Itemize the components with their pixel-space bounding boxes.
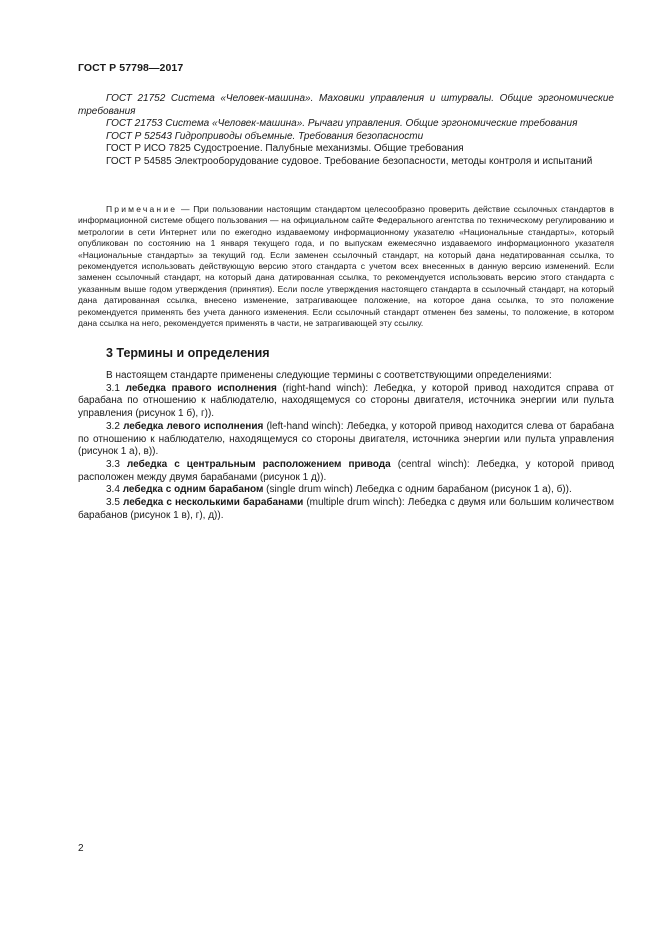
reference-name: ГОСТ 21753 xyxy=(106,118,163,130)
reference-title: Электрооборудование судовое. Требование безопасности, методы контроля и испытаний xyxy=(174,155,593,167)
reference-title: Система «Человек-машина». Маховики управления и штурвалы. Общие эргономические требования xyxy=(78,93,614,117)
term-definition: 3.2 лебедка левого исполнения (left-hand winch): Лебедка, у которой привод находится слева от барабана по отношению к наблюдателю, находящемуся со стороны двигателя, источника энергии или пульта управления (рисунок 1 а), в)). xyxy=(78,420,615,458)
note-block xyxy=(78,204,614,329)
term-name: лебедка с центральным расположением привода xyxy=(126,458,391,470)
term-name: лебедка с одним барабаном xyxy=(122,484,264,496)
section-intro: В настоящем стандарте применены следующие термины с соответствующими определениями: xyxy=(106,370,552,381)
term-name: лебедка левого исполнения xyxy=(123,420,264,432)
note-label: Примечание xyxy=(106,204,178,214)
document-header: ГОСТ Р 57798—2017 xyxy=(78,62,184,74)
reference-name: ГОСТ Р 54585 xyxy=(106,155,172,167)
note-text: — При пользовании настоящим стандартом целесообразно проверить действие ссылочных стандартов в информационной системе общего пользования — на официальном сайте Федерального агентства по техническому регулированию и метрологии в сети Интернет или по ежегодно издаваемому информационному указателю «Национальные стандарты», который опубликован по состоянию на 1 января текущего года, и по выпускам ежемесячно издаваемого информационного указателя «Национальные стандарты» за текущий год. Если заменен ссылочный стандарт, на который дана недатированная ссылка, то рекомендуется использовать действующую версию этого стандарта с учетом всех внесенных в данную версию изменений. Если заменен ссылочный стандарт, на который дана датированная ссылка, то рекомендуется использовать версию этого стандарта с указанным выше годом утверждения (принятия). Если после утверждения настоящего стандарта в ссылочный стандарт, на который дана датированная ссылка, внесено изменение, затрагивающее положение, на которое дана ссылка, то это положение рекомендуется применять без учета данного изменения. Если ссылочный стандарт отменен без замены, то положение, в котором дана ссылка на него, рекомендуется применять в части, не затрагивающей эту ссылку. xyxy=(78,204,614,329)
term-definition: 3.5 лебедка с несколькими барабанами (multiple drum winch): Лебедка с двумя или большим количеством барабанов (рисунок 1 в), г), д)). xyxy=(78,497,614,521)
section-title: 3 Термины и определения xyxy=(106,346,270,360)
term-definition: 3.3 лебедка с центральным расположением привода (central winch): Лебедка, у которой привод расположен между двумя барабанами (рисунок 1 д)). xyxy=(78,458,614,483)
term-definition: 3.4 лебедка с одним барабаном (single drum winch) Лебедка с одним барабаном (рисунок 1 а), б)). xyxy=(106,484,572,496)
reference-item xyxy=(78,93,614,118)
reference-title: Судостроение. Палубные механизмы. Общие требования xyxy=(193,143,464,155)
section-body xyxy=(78,370,614,522)
page-number: 2 xyxy=(78,843,84,854)
reference-item xyxy=(78,156,614,169)
reference-item xyxy=(78,118,614,131)
reference-item xyxy=(78,143,614,156)
reference-title: Гидроприводы объемные. Требования безопасности xyxy=(174,130,424,142)
reference-name: ГОСТ Р 52543 xyxy=(106,130,172,142)
reference-name: ГОСТ Р ИСО 7825 xyxy=(106,143,191,155)
reference-title: Система «Человек-машина». Рычаги управления. Общие эргономические требования xyxy=(165,118,578,130)
term-name: лебедка правого исполнения xyxy=(125,382,277,394)
reference-item xyxy=(78,131,614,144)
term-name: лебедка с несколькими барабанами xyxy=(122,497,304,509)
reference-name: ГОСТ 21752 xyxy=(106,93,166,104)
references-list xyxy=(78,93,614,169)
term-definition: 3.1 лебедка правого исполнения (right-hand winch): Лебедка, у которой привод находится справа от барабана по отношению к наблюдателю, находящемуся со стороны двигателя, источника энергии или пульта управления (рисунок 1 б), г)). xyxy=(78,382,615,420)
